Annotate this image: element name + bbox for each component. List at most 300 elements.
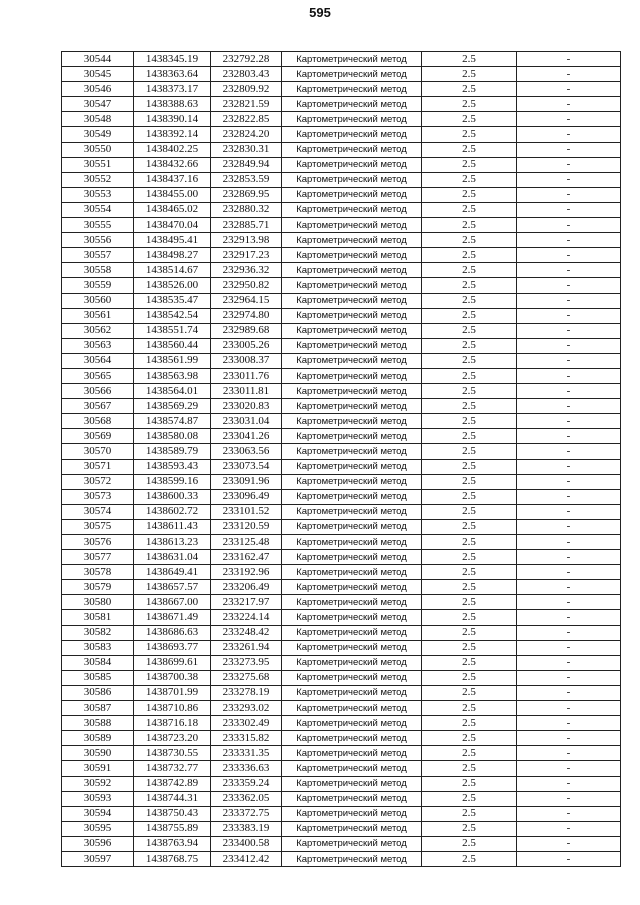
x-coordinate-cell: 1438611.43: [134, 519, 211, 534]
point-number-cell: 30566: [62, 384, 134, 399]
x-coordinate-cell: 1438750.43: [134, 806, 211, 821]
point-number-cell: 30575: [62, 519, 134, 534]
point-number-cell: 30573: [62, 489, 134, 504]
table-row: [62, 52, 621, 67]
method-cell: Картометрический метод: [282, 791, 422, 806]
point-number-cell: 30597: [62, 851, 134, 866]
point-number-cell: 30546: [62, 82, 134, 97]
method-cell: Картометрический метод: [282, 640, 422, 655]
accuracy-cell: 2.5: [422, 610, 517, 625]
x-coordinate-cell: 1438599.16: [134, 474, 211, 489]
x-coordinate-cell: 1438699.61: [134, 655, 211, 670]
x-coordinate-cell: 1438392.14: [134, 127, 211, 142]
accuracy-cell: 2.5: [422, 791, 517, 806]
table-row: [62, 293, 621, 308]
accuracy-cell: 2.5: [422, 112, 517, 127]
point-number-cell: 30544: [62, 52, 134, 67]
x-coordinate-cell: 1438768.75: [134, 851, 211, 866]
x-coordinate-cell: 1438730.55: [134, 746, 211, 761]
y-coordinate-cell: 233217.97: [211, 595, 282, 610]
y-coordinate-cell: 232936.32: [211, 263, 282, 278]
y-coordinate-cell: 233372.75: [211, 806, 282, 821]
point-number-cell: 30583: [62, 640, 134, 655]
accuracy-cell: 2.5: [422, 716, 517, 731]
accuracy-cell: 2.5: [422, 565, 517, 580]
y-coordinate-cell: 233400.58: [211, 836, 282, 851]
method-cell: Картометрический метод: [282, 353, 422, 368]
point-number-cell: 30549: [62, 127, 134, 142]
note-cell: -: [517, 97, 621, 112]
x-coordinate-cell: 1438345.19: [134, 52, 211, 67]
method-cell: Картометрический метод: [282, 278, 422, 293]
y-coordinate-cell: 233020.83: [211, 399, 282, 414]
note-cell: -: [517, 172, 621, 187]
note-cell: -: [517, 519, 621, 534]
note-cell: -: [517, 414, 621, 429]
table-row: [62, 187, 621, 202]
method-cell: Картометрический метод: [282, 202, 422, 217]
accuracy-cell: 2.5: [422, 580, 517, 595]
x-coordinate-cell: 1438564.01: [134, 384, 211, 399]
y-coordinate-cell: 232803.43: [211, 67, 282, 82]
point-number-cell: 30574: [62, 504, 134, 519]
y-coordinate-cell: 232822.85: [211, 112, 282, 127]
y-coordinate-cell: 233275.68: [211, 670, 282, 685]
table-row: [62, 761, 621, 776]
table-row: [62, 202, 621, 217]
method-cell: Картометрический метод: [282, 776, 422, 791]
method-cell: Картометрический метод: [282, 248, 422, 263]
table-row: [62, 278, 621, 293]
table-row: [62, 368, 621, 383]
point-number-cell: 30581: [62, 610, 134, 625]
y-coordinate-cell: 232869.95: [211, 187, 282, 202]
x-coordinate-cell: 1438495.41: [134, 233, 211, 248]
table-row: [62, 399, 621, 414]
table-row: [62, 489, 621, 504]
y-coordinate-cell: 233101.52: [211, 504, 282, 519]
note-cell: -: [517, 836, 621, 851]
y-coordinate-cell: 232792.28: [211, 52, 282, 67]
point-number-cell: 30586: [62, 685, 134, 700]
y-coordinate-cell: 233005.26: [211, 338, 282, 353]
x-coordinate-cell: 1438613.23: [134, 535, 211, 550]
note-cell: -: [517, 746, 621, 761]
point-number-cell: 30569: [62, 429, 134, 444]
accuracy-cell: 2.5: [422, 746, 517, 761]
method-cell: Картометрический метод: [282, 519, 422, 534]
point-number-cell: 30592: [62, 776, 134, 791]
accuracy-cell: 2.5: [422, 821, 517, 836]
x-coordinate-cell: 1438732.77: [134, 761, 211, 776]
point-number-cell: 30563: [62, 338, 134, 353]
note-cell: -: [517, 263, 621, 278]
y-coordinate-cell: 232880.32: [211, 202, 282, 217]
method-cell: Картометрический метод: [282, 399, 422, 414]
y-coordinate-cell: 233315.82: [211, 731, 282, 746]
point-number-cell: 30590: [62, 746, 134, 761]
y-coordinate-cell: 233362.05: [211, 791, 282, 806]
y-coordinate-cell: 232917.23: [211, 248, 282, 263]
method-cell: Картометрический метод: [282, 821, 422, 836]
accuracy-cell: 2.5: [422, 535, 517, 550]
y-coordinate-cell: 233073.54: [211, 459, 282, 474]
x-coordinate-cell: 1438602.72: [134, 504, 211, 519]
method-cell: Картометрический метод: [282, 489, 422, 504]
note-cell: -: [517, 731, 621, 746]
table-row: [62, 218, 621, 233]
y-coordinate-cell: 233031.04: [211, 414, 282, 429]
method-cell: Картометрический метод: [282, 535, 422, 550]
note-cell: -: [517, 701, 621, 716]
point-number-cell: 30552: [62, 172, 134, 187]
table-row: [62, 535, 621, 550]
table-row: [62, 414, 621, 429]
x-coordinate-cell: 1438580.08: [134, 429, 211, 444]
note-cell: -: [517, 550, 621, 565]
accuracy-cell: 2.5: [422, 444, 517, 459]
table-row: [62, 172, 621, 187]
method-cell: Картометрический метод: [282, 474, 422, 489]
point-number-cell: 30572: [62, 474, 134, 489]
method-cell: Картометрический метод: [282, 746, 422, 761]
table-row: [62, 157, 621, 172]
x-coordinate-cell: 1438526.00: [134, 278, 211, 293]
x-coordinate-cell: 1438373.17: [134, 82, 211, 97]
accuracy-cell: 2.5: [422, 414, 517, 429]
point-number-cell: 30561: [62, 308, 134, 323]
x-coordinate-cell: 1438574.87: [134, 414, 211, 429]
point-number-cell: 30559: [62, 278, 134, 293]
table-row: [62, 625, 621, 640]
method-cell: Картометрический метод: [282, 142, 422, 157]
point-number-cell: 30550: [62, 142, 134, 157]
accuracy-cell: 2.5: [422, 685, 517, 700]
point-number-cell: 30565: [62, 368, 134, 383]
table-row: [62, 338, 621, 353]
method-cell: Картометрический метод: [282, 701, 422, 716]
accuracy-cell: 2.5: [422, 218, 517, 233]
x-coordinate-cell: 1438657.57: [134, 580, 211, 595]
y-coordinate-cell: 233011.76: [211, 368, 282, 383]
accuracy-cell: 2.5: [422, 263, 517, 278]
x-coordinate-cell: 1438716.18: [134, 716, 211, 731]
y-coordinate-cell: 233336.63: [211, 761, 282, 776]
table-row: [62, 67, 621, 82]
note-cell: -: [517, 323, 621, 338]
x-coordinate-cell: 1438723.20: [134, 731, 211, 746]
y-coordinate-cell: 233206.49: [211, 580, 282, 595]
method-cell: Картометрический метод: [282, 127, 422, 142]
accuracy-cell: 2.5: [422, 82, 517, 97]
y-coordinate-cell: 232830.31: [211, 142, 282, 157]
note-cell: -: [517, 52, 621, 67]
table-row: [62, 716, 621, 731]
table-row: [62, 263, 621, 278]
note-cell: -: [517, 82, 621, 97]
method-cell: Картометрический метод: [282, 187, 422, 202]
accuracy-cell: 2.5: [422, 761, 517, 776]
y-coordinate-cell: 233359.24: [211, 776, 282, 791]
x-coordinate-cell: 1438755.89: [134, 821, 211, 836]
note-cell: -: [517, 338, 621, 353]
method-cell: Картометрический метод: [282, 429, 422, 444]
point-number-cell: 30557: [62, 248, 134, 263]
accuracy-cell: 2.5: [422, 550, 517, 565]
note-cell: -: [517, 112, 621, 127]
y-coordinate-cell: 232821.59: [211, 97, 282, 112]
table-row: [62, 685, 621, 700]
table-row: [62, 474, 621, 489]
y-coordinate-cell: 233293.02: [211, 701, 282, 716]
note-cell: -: [517, 127, 621, 142]
y-coordinate-cell: 232853.59: [211, 172, 282, 187]
method-cell: Картометрический метод: [282, 218, 422, 233]
note-cell: -: [517, 67, 621, 82]
y-coordinate-cell: 233120.59: [211, 519, 282, 534]
note-cell: -: [517, 218, 621, 233]
point-number-cell: 30579: [62, 580, 134, 595]
y-coordinate-cell: 232913.98: [211, 233, 282, 248]
y-coordinate-cell: 233096.49: [211, 489, 282, 504]
x-coordinate-cell: 1438589.79: [134, 444, 211, 459]
point-number-cell: 30564: [62, 353, 134, 368]
table-row: [62, 580, 621, 595]
point-number-cell: 30577: [62, 550, 134, 565]
point-number-cell: 30545: [62, 67, 134, 82]
table-row: [62, 655, 621, 670]
y-coordinate-cell: 233248.42: [211, 625, 282, 640]
table-row: [62, 851, 621, 866]
note-cell: -: [517, 399, 621, 414]
x-coordinate-cell: 1438542.54: [134, 308, 211, 323]
x-coordinate-cell: 1438535.47: [134, 293, 211, 308]
method-cell: Картометрический метод: [282, 670, 422, 685]
table-row: [62, 670, 621, 685]
x-coordinate-cell: 1438593.43: [134, 459, 211, 474]
accuracy-cell: 2.5: [422, 459, 517, 474]
note-cell: -: [517, 791, 621, 806]
table-row: [62, 112, 621, 127]
method-cell: Картометрический метод: [282, 384, 422, 399]
table-row: [62, 640, 621, 655]
table-row: [62, 308, 621, 323]
point-number-cell: 30589: [62, 731, 134, 746]
point-number-cell: 30594: [62, 806, 134, 821]
note-cell: -: [517, 535, 621, 550]
y-coordinate-cell: 232849.94: [211, 157, 282, 172]
point-number-cell: 30570: [62, 444, 134, 459]
point-number-cell: 30560: [62, 293, 134, 308]
accuracy-cell: 2.5: [422, 429, 517, 444]
accuracy-cell: 2.5: [422, 519, 517, 534]
y-coordinate-cell: 232989.68: [211, 323, 282, 338]
accuracy-cell: 2.5: [422, 489, 517, 504]
x-coordinate-cell: 1438560.44: [134, 338, 211, 353]
x-coordinate-cell: 1438649.41: [134, 565, 211, 580]
accuracy-cell: 2.5: [422, 655, 517, 670]
note-cell: -: [517, 233, 621, 248]
point-number-cell: 30588: [62, 716, 134, 731]
accuracy-cell: 2.5: [422, 187, 517, 202]
method-cell: Картометрический метод: [282, 263, 422, 278]
note-cell: -: [517, 806, 621, 821]
point-number-cell: 30567: [62, 399, 134, 414]
method-cell: Картометрический метод: [282, 308, 422, 323]
method-cell: Картометрический метод: [282, 655, 422, 670]
accuracy-cell: 2.5: [422, 595, 517, 610]
accuracy-cell: 2.5: [422, 384, 517, 399]
x-coordinate-cell: 1438600.33: [134, 489, 211, 504]
point-number-cell: 30591: [62, 761, 134, 776]
y-coordinate-cell: 232885.71: [211, 218, 282, 233]
x-coordinate-cell: 1438402.25: [134, 142, 211, 157]
x-coordinate-cell: 1438631.04: [134, 550, 211, 565]
table-row: [62, 384, 621, 399]
accuracy-cell: 2.5: [422, 127, 517, 142]
method-cell: Картометрический метод: [282, 580, 422, 595]
accuracy-cell: 2.5: [422, 338, 517, 353]
accuracy-cell: 2.5: [422, 293, 517, 308]
method-cell: Картометрический метод: [282, 52, 422, 67]
method-cell: Картометрический метод: [282, 731, 422, 746]
table-row: [62, 731, 621, 746]
point-number-cell: 30580: [62, 595, 134, 610]
method-cell: Картометрический метод: [282, 293, 422, 308]
method-cell: Картометрический метод: [282, 610, 422, 625]
note-cell: -: [517, 821, 621, 836]
accuracy-cell: 2.5: [422, 157, 517, 172]
accuracy-cell: 2.5: [422, 731, 517, 746]
x-coordinate-cell: 1438470.04: [134, 218, 211, 233]
y-coordinate-cell: 233224.14: [211, 610, 282, 625]
table-row: [62, 519, 621, 534]
note-cell: -: [517, 142, 621, 157]
note-cell: -: [517, 655, 621, 670]
coordinates-table-body: [62, 52, 621, 867]
accuracy-cell: 2.5: [422, 97, 517, 112]
accuracy-cell: 2.5: [422, 142, 517, 157]
x-coordinate-cell: 1438388.63: [134, 97, 211, 112]
accuracy-cell: 2.5: [422, 248, 517, 263]
table-row: [62, 504, 621, 519]
note-cell: -: [517, 474, 621, 489]
point-number-cell: 30558: [62, 263, 134, 278]
table-row: [62, 565, 621, 580]
accuracy-cell: 2.5: [422, 368, 517, 383]
method-cell: Картометрический метод: [282, 685, 422, 700]
y-coordinate-cell: 233412.42: [211, 851, 282, 866]
note-cell: -: [517, 187, 621, 202]
table-row: [62, 142, 621, 157]
accuracy-cell: 2.5: [422, 353, 517, 368]
table-row: [62, 806, 621, 821]
note-cell: -: [517, 685, 621, 700]
accuracy-cell: 2.5: [422, 851, 517, 866]
method-cell: Картометрический метод: [282, 836, 422, 851]
accuracy-cell: 2.5: [422, 776, 517, 791]
accuracy-cell: 2.5: [422, 399, 517, 414]
point-number-cell: 30596: [62, 836, 134, 851]
x-coordinate-cell: 1438686.63: [134, 625, 211, 640]
note-cell: -: [517, 308, 621, 323]
note-cell: -: [517, 248, 621, 263]
x-coordinate-cell: 1438569.29: [134, 399, 211, 414]
x-coordinate-cell: 1438700.38: [134, 670, 211, 685]
table-row: [62, 836, 621, 851]
note-cell: -: [517, 489, 621, 504]
method-cell: Картометрический метод: [282, 459, 422, 474]
note-cell: -: [517, 716, 621, 731]
y-coordinate-cell: 233331.35: [211, 746, 282, 761]
y-coordinate-cell: 233273.95: [211, 655, 282, 670]
coordinates-table: [61, 51, 621, 867]
table-row: [62, 746, 621, 761]
point-number-cell: 30578: [62, 565, 134, 580]
point-number-cell: 30582: [62, 625, 134, 640]
note-cell: -: [517, 353, 621, 368]
table-row: [62, 821, 621, 836]
accuracy-cell: 2.5: [422, 202, 517, 217]
note-cell: -: [517, 776, 621, 791]
x-coordinate-cell: 1438498.27: [134, 248, 211, 263]
y-coordinate-cell: 233278.19: [211, 685, 282, 700]
method-cell: Картометрический метод: [282, 233, 422, 248]
y-coordinate-cell: 232824.20: [211, 127, 282, 142]
accuracy-cell: 2.5: [422, 172, 517, 187]
y-coordinate-cell: 233125.48: [211, 535, 282, 550]
table-row: [62, 791, 621, 806]
y-coordinate-cell: 233008.37: [211, 353, 282, 368]
note-cell: -: [517, 459, 621, 474]
x-coordinate-cell: 1438710.86: [134, 701, 211, 716]
table-row: [62, 233, 621, 248]
x-coordinate-cell: 1438551.74: [134, 323, 211, 338]
note-cell: -: [517, 202, 621, 217]
point-number-cell: 30554: [62, 202, 134, 217]
method-cell: Картометрический метод: [282, 716, 422, 731]
point-number-cell: 30571: [62, 459, 134, 474]
method-cell: Картометрический метод: [282, 368, 422, 383]
accuracy-cell: 2.5: [422, 640, 517, 655]
method-cell: Картометрический метод: [282, 444, 422, 459]
method-cell: Картометрический метод: [282, 112, 422, 127]
table-row: [62, 127, 621, 142]
y-coordinate-cell: 233011.81: [211, 384, 282, 399]
point-number-cell: 30553: [62, 187, 134, 202]
method-cell: Картометрический метод: [282, 565, 422, 580]
y-coordinate-cell: 233261.94: [211, 640, 282, 655]
x-coordinate-cell: 1438563.98: [134, 368, 211, 383]
method-cell: Картометрический метод: [282, 761, 422, 776]
point-number-cell: 30562: [62, 323, 134, 338]
method-cell: Картометрический метод: [282, 414, 422, 429]
accuracy-cell: 2.5: [422, 504, 517, 519]
table-row: [62, 353, 621, 368]
note-cell: -: [517, 504, 621, 519]
note-cell: -: [517, 565, 621, 580]
x-coordinate-cell: 1438363.64: [134, 67, 211, 82]
accuracy-cell: 2.5: [422, 625, 517, 640]
point-number-cell: 30555: [62, 218, 134, 233]
table-row: [62, 610, 621, 625]
table-row: [62, 444, 621, 459]
x-coordinate-cell: 1438455.00: [134, 187, 211, 202]
point-number-cell: 30556: [62, 233, 134, 248]
table-row: [62, 429, 621, 444]
table-row: [62, 82, 621, 97]
x-coordinate-cell: 1438432.66: [134, 157, 211, 172]
